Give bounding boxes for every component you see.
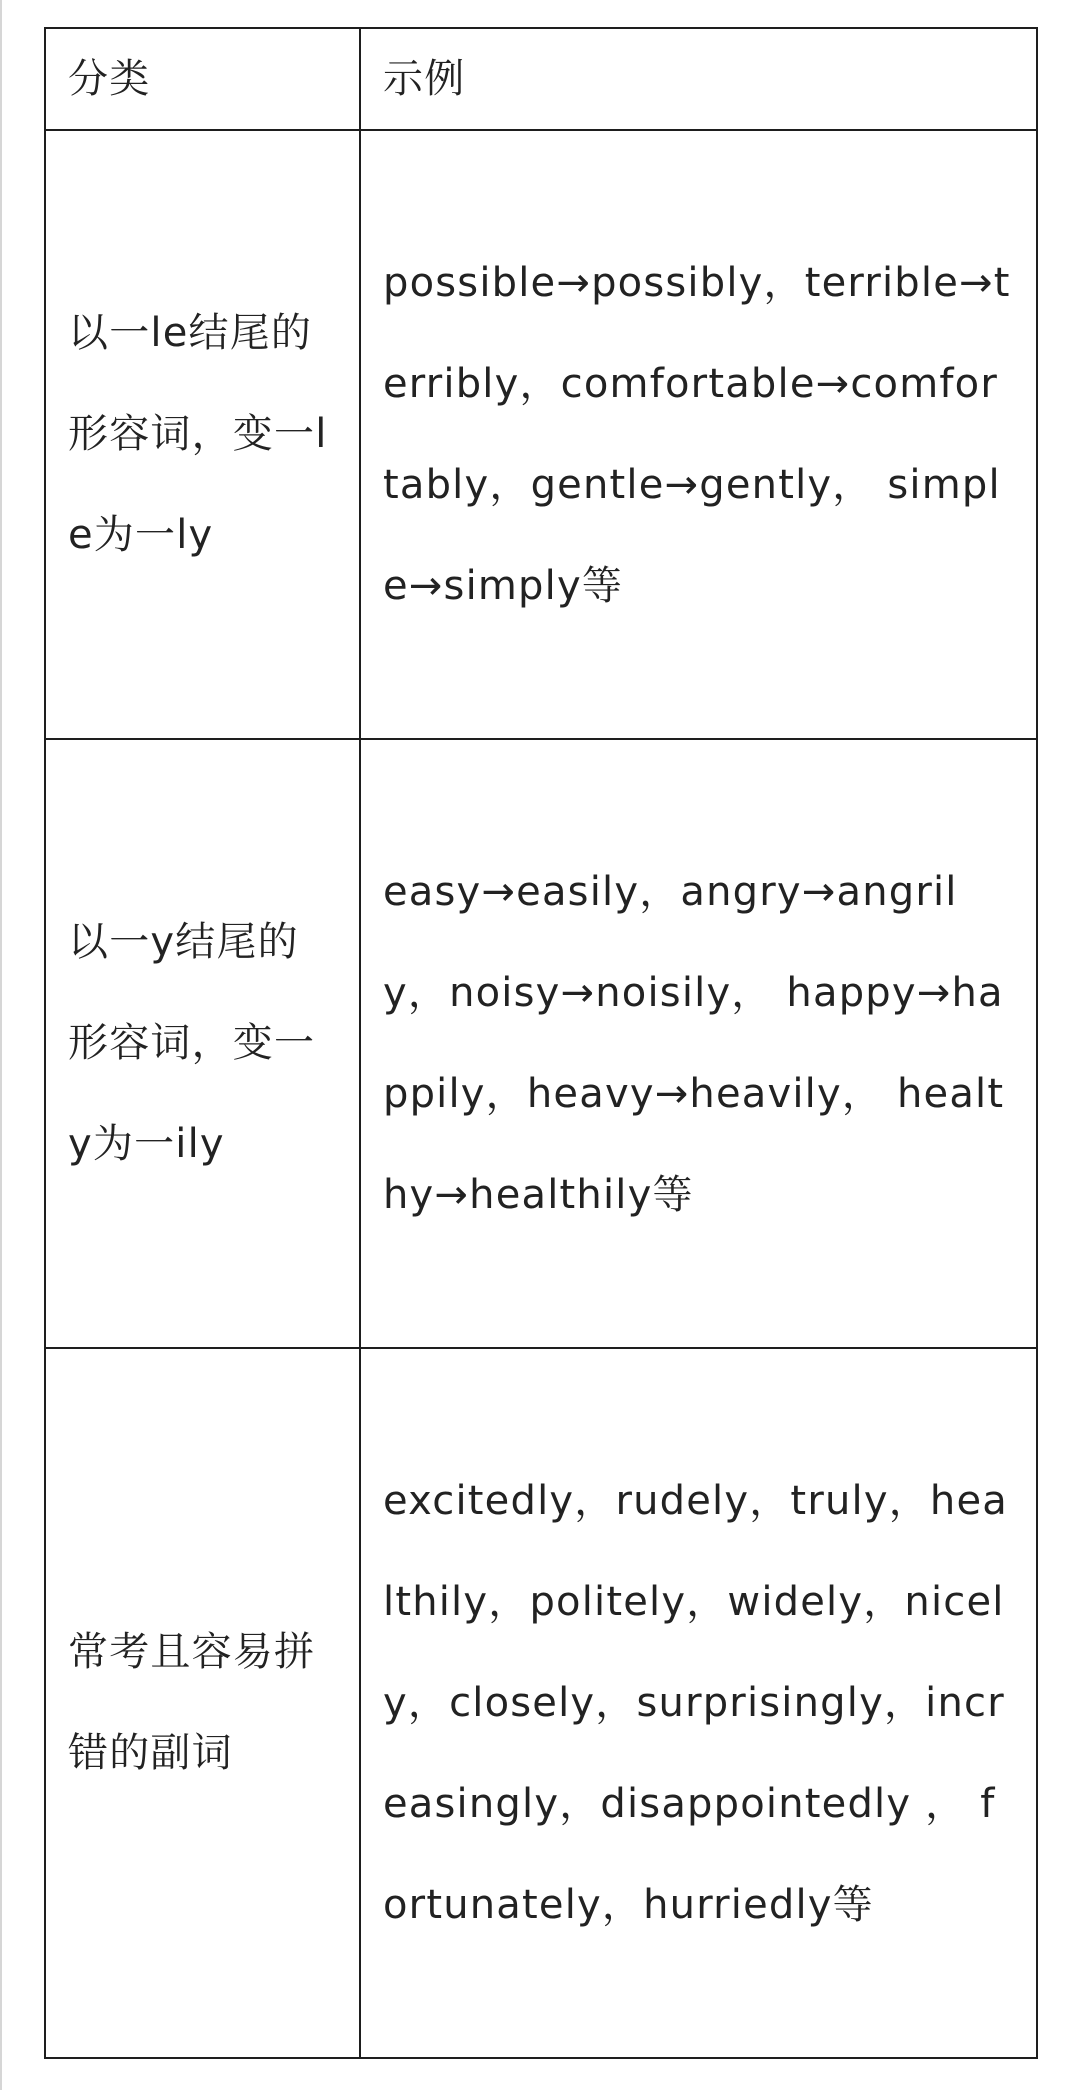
- table-row: [45, 1348, 1037, 2058]
- category-cell: 以一le结尾的形容词，变一le为一ly: [45, 130, 360, 739]
- examples-cell: excitedly，rudely，truly，healthily，politely，widely，nicely，closely，surprisingly，increasingly，disappointedly ， fortunately，hurriedly等: [360, 1348, 1037, 2058]
- category-cell: 常考且容易拼错的副词: [45, 1348, 360, 2058]
- adverb-formation-table: [44, 27, 1038, 2059]
- table-header-row: [45, 28, 1037, 130]
- header-examples: 示例: [360, 28, 1037, 130]
- table-row: [45, 130, 1037, 739]
- examples-cell: easy→easily，angry→angrily，noisy→noisily， happy→happily，heavy→heavily， healthy→healthily等: [360, 739, 1037, 1348]
- examples-cell: possible→possibly，terrible→terribly，comfortable→comfortably，gentle→gently， simple→simply等: [360, 130, 1037, 739]
- header-category: 分类: [45, 28, 360, 130]
- left-edge-divider: [0, 0, 2, 2090]
- category-cell: 以一y结尾的形容词，变一y为一ily: [45, 739, 360, 1348]
- table-row: [45, 739, 1037, 1348]
